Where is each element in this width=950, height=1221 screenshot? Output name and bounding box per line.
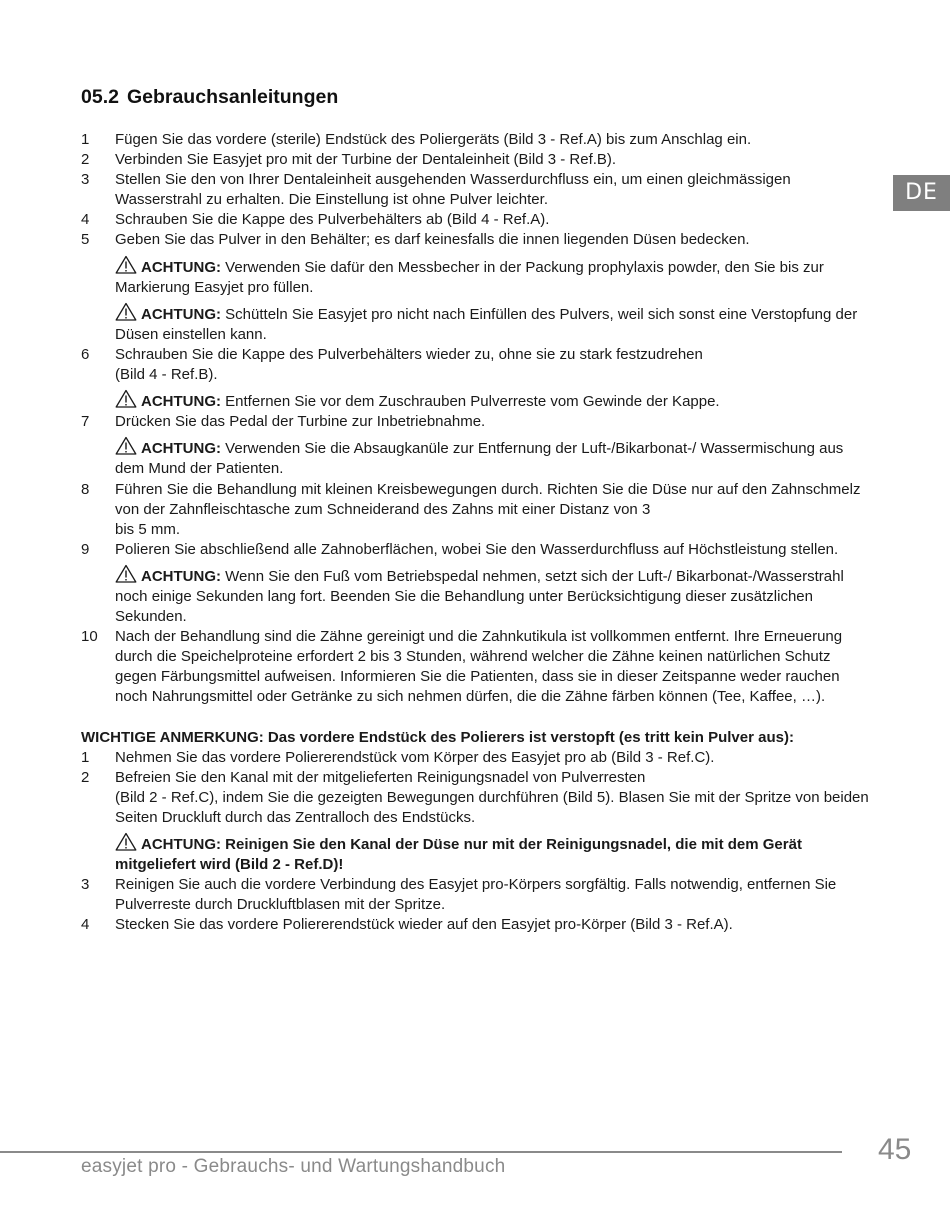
list-item: [81, 915, 871, 935]
section-heading: [81, 86, 338, 109]
item-number: 10: [81, 628, 98, 646]
item-number: 1: [81, 131, 90, 148]
item-number: 2: [81, 768, 90, 786]
warning-text: Entfernen Sie vor dem Zuschrauben Pulverreste vom Gewinde der Kappe.: [225, 393, 720, 411]
warning-text: Wenn Sie den Fuß vom Betriebspedal nehmen, setzt sich der Luft-/ Bikarbonat-/Wasserstrahl noch einige Sekunden lang fort. Beenden Sie die Behandlung unter Berücksichtigung dieser zusätzlichen Sekunden.: [115, 567, 844, 626]
item-text: [115, 210, 871, 230]
item-text: [115, 627, 871, 707]
item-text-line: Nehmen Sie das vordere Poliererendstück vom Körper des Easyjet pro ab (Bild 3 - Ref.C).: [115, 748, 715, 766]
list-item: [81, 210, 871, 230]
item-number: 7: [81, 413, 90, 431]
item-text-line: Befreien Sie den Kanal mit der mitgelieferten Reinigungsnadel von Pulverresten: [115, 768, 646, 786]
item-text-line: Fügen Sie das vordere (sterile) Endstück des Poliergeräts (Bild 3 - Ref.A) bis zum Anschlag ein.: [115, 131, 752, 148]
list-item: [81, 412, 871, 432]
list-item: [81, 150, 871, 170]
item-number: 9: [81, 540, 90, 558]
important-note-title: WICHTIGE ANMERKUNG: Das vordere Endstück des Polierers ist verstopft (es tritt kein Pulver aus):: [81, 728, 794, 746]
instructions-body: [81, 130, 871, 935]
list-item: [81, 768, 871, 828]
warning-label: ACHTUNG:: [141, 305, 221, 323]
list-item: [81, 875, 871, 915]
item-text-line: Verbinden Sie Easyjet pro mit der Turbine der Dentaleinheit (Bild 3 - Ref.B).: [115, 151, 617, 169]
section-number: 05.2: [81, 86, 119, 108]
warning-text: Verwenden Sie dafür den Messbecher in der Packung prophylaxis powder, den Sie bis zur Markierung Easyjet pro füllen.: [115, 258, 824, 296]
item-text: [115, 480, 871, 540]
item-text-line: Nach der Behandlung sind die Zähne gereinigt und die Zahnkutikula ist vollkommen entfernt. Ihre Erneuerung durch die Speichelproteine erfordert 2 bis 3 Stunden, während welcher die Zähne keinen natürlichen Schutz gegen Färbungsmittel aufweisen. Informieren Sie die Patienten, dass sie in dieser Zeitspanne weder rauchen noch Nahrungsmittel oder Getränke zu sich nehmen dürfen, die die Zähne färben können (Tee, Kaffee, …).: [115, 628, 843, 706]
warning-note: [81, 389, 871, 412]
warning-note: [81, 564, 871, 627]
list-item: [81, 230, 871, 250]
item-text: [115, 170, 871, 210]
item-number: 8: [81, 480, 90, 498]
item-text: [115, 150, 871, 170]
warning-note: [81, 255, 871, 298]
item-text: [115, 412, 871, 432]
item-number: 5: [81, 231, 90, 249]
list-item: [81, 130, 871, 150]
list-item: [81, 627, 871, 707]
warning-text: Schütteln Sie Easyjet pro nicht nach Einfüllen des Pulvers, weil sich sonst eine Verstopfung der Düsen einstellen kann.: [115, 305, 858, 343]
warning-label: ACHTUNG:: [141, 836, 221, 853]
page-number: 45: [878, 1133, 912, 1166]
warning-icon: [115, 255, 137, 274]
footer-title: easyjet pro - Gebrauchs- und Wartungshandbuch: [81, 1156, 506, 1177]
warning-icon: [115, 389, 137, 408]
warning-note: [81, 436, 871, 479]
footer-rule: [0, 1151, 842, 1153]
item-text-line: Schrauben Sie die Kappe des Pulverbehälters ab (Bild 4 - Ref.A).: [115, 211, 550, 229]
warning-label: ACHTUNG:: [141, 440, 221, 458]
item-number: 1: [81, 748, 90, 766]
item-number: 4: [81, 211, 90, 229]
list-item: [81, 480, 871, 540]
warning-note: [81, 302, 871, 345]
item-text: [115, 230, 871, 250]
item-number: 4: [81, 916, 90, 934]
item-text: [115, 875, 871, 915]
warning-label: ACHTUNG:: [141, 258, 221, 276]
language-tab: DE: [893, 175, 950, 211]
warning-note: [81, 832, 871, 875]
item-text-line: Schrauben Sie die Kappe des Pulverbehälters wieder zu, ohne sie zu stark festzudrehen: [115, 345, 703, 363]
item-text: [115, 748, 871, 768]
warning-icon: [115, 564, 137, 583]
item-text-line: Reinigen Sie auch die vordere Verbindung des Easyjet pro-Körpers sorgfältig. Falls notwendig, entfernen Sie Pulverreste durch Druckluftblasen mit der Spritze.: [115, 876, 837, 914]
item-text-line: (Bild 4 - Ref.B).: [115, 366, 218, 384]
item-text-line: (Bild 2 - Ref.C), indem Sie die gezeigten Bewegungen durchführen (Bild 5). Blasen Sie mit der Spritze von beiden Seiten Druckluft durch das Zentralloch des Endstücks.: [115, 788, 869, 826]
warning-text: Reinigen Sie den Kanal der Düse nur mit der Reinigungsnadel, die mit dem Gerät mitgeliefert wird (Bild 2 - Ref.D)!: [115, 836, 802, 874]
item-text: [115, 345, 871, 385]
item-number: 3: [81, 171, 90, 189]
list-item: [81, 748, 871, 768]
item-text-line: Führen Sie die Behandlung mit kleinen Kreisbewegungen durch. Richten Sie die Düse nur auf den Zahnschmelz von der Zahnfleischtasche zum Schneiderand des Zahns mit einer Distanz von 3: [115, 480, 861, 518]
warning-label: ACHTUNG:: [141, 393, 221, 411]
item-text: [115, 130, 871, 150]
item-text: [115, 540, 871, 560]
item-number: 6: [81, 345, 90, 363]
warning-icon: [115, 436, 137, 455]
item-text-line: Stellen Sie den von Ihrer Dentaleinheit ausgehenden Wasserdurchfluss ein, um einen gleichmässigen Wasserstrahl zu erhalten. Die Einstellung ist ohne Pulver leichter.: [115, 171, 791, 209]
item-text-line: bis 5 mm.: [115, 520, 181, 538]
item-text-line: Stecken Sie das vordere Poliererendstück wieder auf den Easyjet pro-Körper (Bild 3 - Ref.A).: [115, 916, 733, 934]
list-item: [81, 540, 871, 560]
list-item: [81, 170, 871, 210]
list-item: [81, 345, 871, 385]
item-text-line: Polieren Sie abschließend alle Zahnoberflächen, wobei Sie den Wasserdurchfluss auf Höchstleistung stellen.: [115, 540, 839, 558]
item-text-line: Geben Sie das Pulver in den Behälter; es darf keinesfalls die innen liegenden Düsen bedecken.: [115, 231, 750, 249]
section-title: Gebrauchsanleitungen: [126, 86, 339, 108]
item-number: 2: [81, 151, 90, 169]
item-text: [115, 915, 871, 935]
item-text: [115, 768, 871, 828]
warning-icon: [115, 832, 137, 851]
warning-icon: [115, 302, 137, 321]
item-number: 3: [81, 876, 90, 894]
warning-text: Verwenden Sie die Absaugkanüle zur Entfernung der Luft-/Bikarbonat-/ Wassermischung aus dem Mund der Patienten.: [115, 440, 844, 478]
item-text-line: Drücken Sie das Pedal der Turbine zur Inbetriebnahme.: [115, 413, 486, 431]
warning-label: ACHTUNG:: [141, 567, 221, 585]
